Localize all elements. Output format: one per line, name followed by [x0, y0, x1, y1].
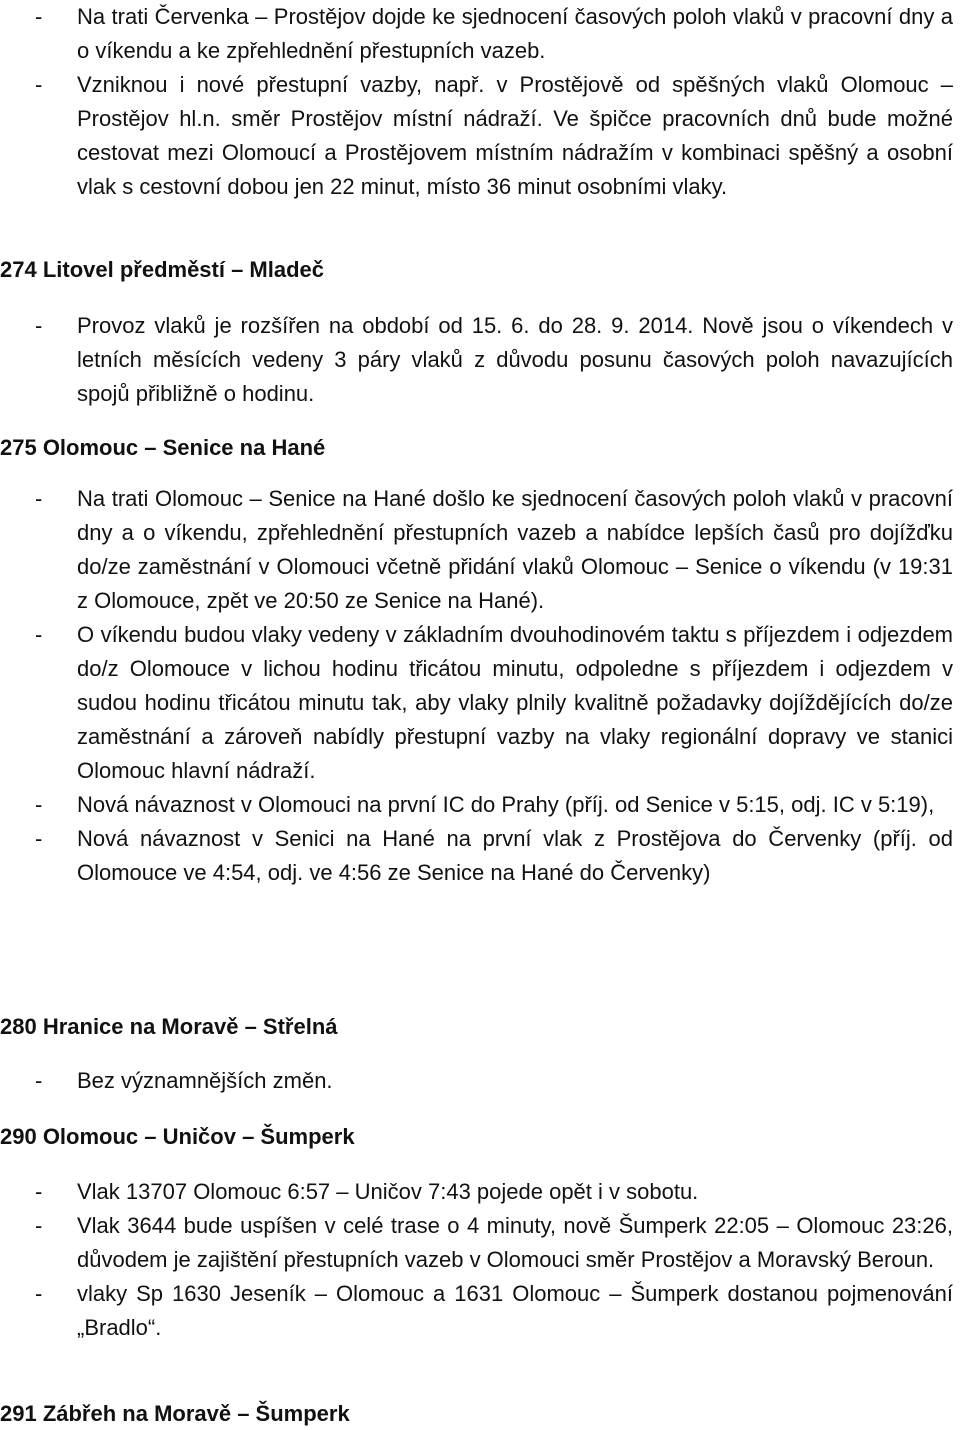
bullet-marker: - — [35, 313, 43, 338]
section-heading-280: 280 Hranice na Moravě – Střelná — [0, 1014, 338, 1039]
bullet-marker: - — [35, 4, 43, 29]
bullet-marker: - — [35, 72, 43, 97]
list-item — [0, 1277, 953, 1345]
bullet-marker: - — [35, 486, 43, 511]
bullet-marker: - — [35, 1068, 43, 1093]
list-item-text: Na trati Červenka – Prostějov dojde ke sjednocení časových poloh vlaků v pracovní dny a o víkendu a ke zpřehlednění přestupních vazeb. — [77, 4, 953, 63]
section-290-bullet-list — [0, 1175, 960, 1345]
list-item — [0, 68, 953, 204]
list-item-text: Nová návaznost v Olomouci na první IC do Prahy (příj. od Senice v 5:15, odj. IC v 5:19), — [77, 792, 935, 817]
list-item — [0, 822, 953, 890]
list-item-text: Bez významnějších změn. — [77, 1068, 333, 1093]
bullet-marker: - — [35, 792, 43, 817]
list-item — [0, 1064, 953, 1098]
intro-bullet-list — [0, 0, 960, 204]
list-item — [0, 1175, 953, 1209]
list-item-text: O víkendu budou vlaky vedeny v základním dvouhodinovém taktu s příjezdem i odjezdem do/z Olomouce v lichou hodinu třicátou minutu, odpoledne s příjezdem i odjezdem v sudou hodinu třicátou minutu tak, aby vlaky plnily kvalitně požadavky dojíždějících do/ze zaměstnání a zároveň nabídly přestupní vazby na vlaky regionální dopravy ve stanici Olomouc hlavní nádraží. — [77, 622, 953, 783]
section-275-bullet-list — [0, 482, 960, 890]
bullet-marker: - — [35, 1281, 43, 1306]
list-item — [0, 1209, 953, 1277]
list-item-text: Nová návaznost v Senici na Hané na první vlak z Prostějova do Červenky (příj. od Olomouce ve 4:54, odj. ve 4:56 ze Senice na Hané do Červenky) — [77, 826, 953, 885]
list-item-text: Vzniknou i nové přestupní vazby, např. v Prostějově od spěšných vlaků Olomouc – Prostějov hl.n. směr Prostějov místní nádraží. Ve špičce pracovních dnů bude možné cestovat mezi Olomoucí a Prostějovem místním nádražím v kombinaci spěšný a osobní vlak s cestovní dobou jen 22 minut, místo 36 minut osobními vlaky. — [77, 72, 953, 199]
section-heading-290: 290 Olomouc – Uničov – Šumperk — [0, 1124, 355, 1149]
bullet-marker: - — [35, 826, 43, 851]
list-item — [0, 0, 953, 68]
list-item — [0, 788, 953, 822]
list-item-text: Vlak 3644 bude uspíšen v celé trase o 4 minuty, nově Šumperk 22:05 – Olomouc 23:26, důvodem je zajištění přestupních vazeb v Olomouci směr Prostějov a Moravský Beroun. — [77, 1213, 953, 1272]
section-heading-275: 275 Olomouc – Senice na Hané — [0, 435, 326, 460]
list-item — [0, 482, 953, 618]
list-item — [0, 309, 953, 411]
list-item-text: Provoz vlaků je rozšířen na období od 15. 6. do 28. 9. 2014. Nově jsou o víkendech v letních měsících vedeny 3 páry vlaků z důvodu posunu časových poloh navazujících spojů přibližně o hodinu. — [77, 313, 953, 406]
list-item-text: vlaky Sp 1630 Jeseník – Olomouc a 1631 Olomouc – Šumperk dostanou pojmenování „Bradlo“. — [77, 1281, 953, 1340]
bullet-marker: - — [35, 1179, 43, 1204]
section-274-bullet-list — [0, 309, 960, 411]
bullet-marker: - — [35, 1213, 43, 1238]
list-item — [0, 618, 953, 788]
list-item-text: Vlak 13707 Olomouc 6:57 – Uničov 7:43 pojede opět i v sobotu. — [77, 1179, 699, 1204]
bullet-marker: - — [35, 622, 43, 647]
list-item-text: Na trati Olomouc – Senice na Hané došlo ke sjednocení časových poloh vlaků v pracovní dny a o víkendu, zpřehlednění přestupních vazeb a nabídce lepších časů pro dojížďku do/ze zaměstnání v Olomouci včetně přidání vlaků Olomouc – Senice o víkendu (v 19:31 z Olomouce, zpět ve 20:50 ze Senice na Hané). — [77, 486, 953, 613]
section-280-bullet-list — [0, 1064, 960, 1098]
section-heading-291: 291 Zábřeh na Moravě – Šumperk — [0, 1401, 350, 1426]
section-heading-274: 274 Litovel předměstí – Mladeč — [0, 257, 325, 282]
